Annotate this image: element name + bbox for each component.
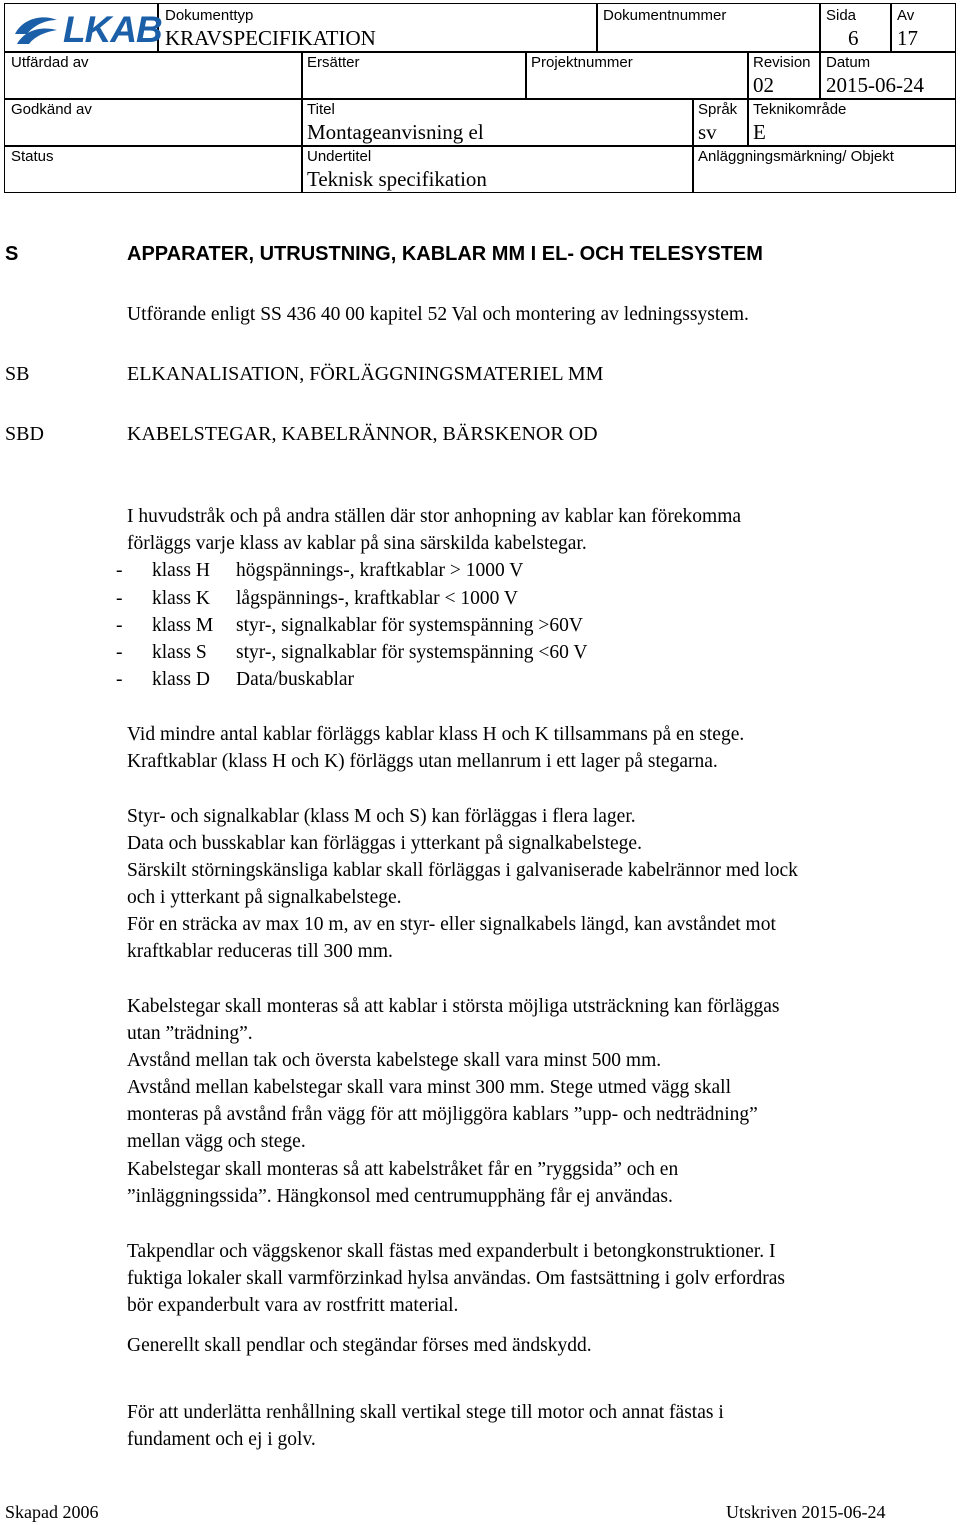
list-bullet: - [116, 615, 123, 636]
language: sv [698, 120, 717, 144]
paragraph-line: I huvudstråk och på andra ställen där stor anhopning av kablar kan förekomma [127, 506, 742, 527]
status-label: Status [11, 148, 54, 165]
header-divider [5, 98, 955, 100]
class-description: högspännings-, kraftkablar > 1000 V [236, 560, 524, 581]
lkab-logo [13, 10, 163, 50]
class-name: klass D [152, 669, 210, 690]
logo-text: LKAB [63, 9, 162, 50]
list-bullet: - [116, 642, 123, 663]
section-title-sb: ELKANALISATION, FÖRLÄGGNINGSMATERIEL MM [127, 363, 604, 385]
paragraph-line: Kabelstegar skall monteras så att kabelstråket får en ”ryggsida” och en [127, 1159, 679, 1180]
class-description: styr-, signalkablar för systemspänning <60 V [236, 642, 588, 663]
paragraph-line: Kabelstegar skall monteras så att kablar i största möjliga utsträckning kan förläggas [127, 996, 780, 1017]
date: 2015-06-24 [826, 73, 924, 97]
paragraph-line: förläggs varje klass av kablar på sina särskilda kabelstegar. [127, 533, 587, 554]
revision: 02 [753, 73, 774, 97]
header-divider [525, 51, 527, 98]
page-number: 6 [848, 26, 859, 50]
paragraph-line: fuktiga lokaler skall varmförzinkad hylsa användas. Om fastsättning i golv erfordras [127, 1268, 785, 1289]
facility-label: Anläggningsmärkning/ Objekt [698, 148, 894, 165]
paragraph-line: bör expanderbult vara av rostfritt material. [127, 1295, 459, 1316]
page-total: 17 [897, 26, 918, 50]
section-title-s: APPARATER, UTRUSTNING, KABLAR MM I EL- OCH TELESYSTEM [127, 243, 763, 265]
approved-label: Godkänd av [11, 101, 92, 118]
doc-type-label: Dokumenttyp [165, 7, 254, 24]
class-description: Data/buskablar [236, 669, 355, 690]
paragraph-line: Avstånd mellan kabelstegar skall vara minst 300 mm. Stege utmed vägg skall [127, 1077, 732, 1098]
replaces-label: Ersätter [307, 54, 360, 71]
class-name: klass H [152, 560, 210, 581]
issued-by-label: Utfärdad av [11, 54, 89, 71]
doc-type: KRAVSPECIFIKATION [165, 26, 376, 50]
list-bullet: - [116, 669, 123, 690]
class-description: styr-, signalkablar för systemspänning >60V [236, 615, 583, 636]
doc-number-label: Dokumentnummer [603, 7, 727, 24]
paragraph-line: mellan vägg och stege. [127, 1131, 306, 1152]
list-bullet: - [116, 588, 123, 609]
header-divider [596, 4, 598, 51]
paragraph-line: Avstånd mellan tak och översta kabelstege skall vara minst 500 mm. [127, 1050, 662, 1071]
section-code-s: S [5, 243, 19, 265]
paragraph-line: Kraftkablar (klass H och K) förläggs utan mellanrum i ett lager på stegarna. [127, 751, 718, 772]
document-header [4, 3, 956, 193]
paragraph-line: fundament och ej i golv. [127, 1429, 316, 1450]
paragraph-line: Takpendlar och väggskenor skall fästas med expanderbult i betongkonstruktioner. I [127, 1241, 776, 1262]
header-divider [5, 145, 955, 147]
tech-area: E [753, 120, 766, 144]
footer-created: Skapad 2006 [5, 1502, 99, 1522]
section-text-s: Utförande enligt SS 436 40 00 kapitel 52 Val och montering av ledningssystem. [127, 304, 749, 325]
paragraph-line: utan ”trädning”. [127, 1023, 253, 1044]
section-code-sbd: SBD [5, 423, 44, 445]
project-label: Projektnummer [531, 54, 633, 71]
header-divider [301, 51, 303, 192]
date-label: Datum [826, 54, 871, 71]
paragraph-line: Data och busskablar kan förläggas i ytterkant på signalkabelstege. [127, 833, 642, 854]
subtitle-label: Undertitel [307, 148, 372, 165]
header-divider [692, 98, 694, 192]
of-label: Av [897, 7, 915, 24]
class-name: klass S [152, 642, 207, 663]
class-name: klass K [152, 588, 210, 609]
revision-label: Revision [753, 54, 811, 71]
lkab-logo-icon [13, 12, 59, 48]
footer-printed: Utskriven 2015-06-24 [726, 1502, 886, 1522]
paragraph-line: och i ytterkant på signalkabelstege. [127, 887, 402, 908]
language-label: Språk [698, 101, 738, 118]
paragraph-line: Generellt skall pendlar och stegändar förses med ändskydd. [127, 1335, 592, 1356]
section-code-sb: SB [5, 363, 30, 385]
header-divider [890, 4, 892, 51]
subtitle: Teknisk specifikation [307, 167, 487, 191]
header-divider [747, 51, 749, 145]
header-divider [5, 51, 955, 53]
paragraph-line: Styr- och signalkablar (klass M och S) kan förläggas i flera lager. [127, 806, 636, 827]
header-divider [819, 4, 821, 98]
paragraph-line: ”inläggningssida”. Hängkonsol med centrumupphäng får ej användas. [127, 1186, 673, 1207]
paragraph-line: Särskilt störningskänsliga kablar skall förläggas i galvaniserade kabelrännor med lock [127, 860, 798, 881]
class-description: lågspännings-, kraftkablar < 1000 V [236, 588, 518, 609]
tech-area-label: Teknikområde [753, 101, 847, 118]
class-name: klass M [152, 615, 214, 636]
paragraph-line: monteras på avstånd från vägg för att möjliggöra kablars ”upp- och nedträdning” [127, 1104, 758, 1125]
section-title-sbd: KABELSTEGAR, KABELRÄNNOR, BÄRSKENOR OD [127, 423, 598, 445]
paragraph-line: Vid mindre antal kablar förläggs kablar klass H och K tillsammans på en stege. [127, 724, 745, 745]
list-bullet: - [116, 560, 123, 581]
paragraph-line: kraftkablar reduceras till 300 mm. [127, 941, 393, 962]
paragraph-line: För en sträcka av max 10 m, av en styr- eller signalkabels längd, kan avståndet mot [127, 914, 776, 935]
title-label: Titel [307, 101, 335, 118]
page-label: Sida [826, 7, 857, 24]
paragraph-line: För att underlätta renhållning skall vertikal stege till motor och annat fästas i [127, 1402, 724, 1423]
title: Montageanvisning el [307, 120, 484, 144]
